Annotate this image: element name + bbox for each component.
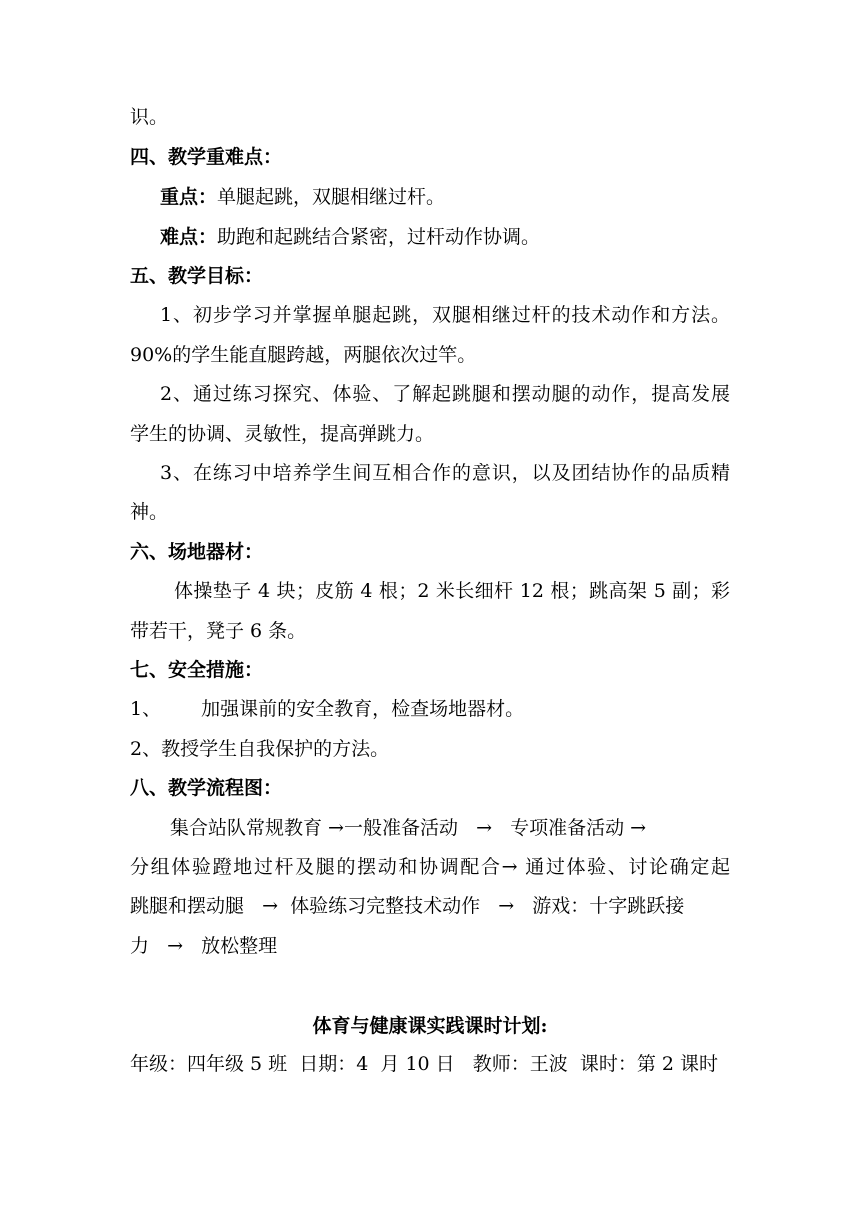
key-point — [160, 184, 760, 210]
difficulty-label: 难点： — [160, 226, 218, 248]
goal2-line2: 学生的协调、灵敏性，提高弹跳力。 — [130, 423, 435, 445]
goal1-line2: 90%的学生能直腿跨越，两腿依次过竿。 — [130, 344, 477, 366]
section6-heading: 六、场地器材： — [130, 541, 264, 563]
section8-heading: 八、教学流程图： — [130, 777, 283, 799]
goal2-line1: 2、通过练习探究、体验、了解起跳腿和摆动腿的动作，提高发展 — [160, 383, 730, 405]
difficulty-text: 助跑和起跳结合紧密，过杆动作协调。 — [217, 226, 541, 248]
goal1-line1: 1、初步学习并掌握单腿起跳，双腿相继过杆的技术动作和方法。 — [160, 304, 730, 326]
intro-tail: 识。 — [130, 106, 169, 128]
goal3-line2: 神。 — [130, 501, 169, 523]
section4-heading: 四、教学重难点： — [130, 146, 283, 168]
flow-line1: 集合站队常规教育 →一般准备活动 → 专项准备活动 → — [170, 817, 647, 839]
flow-line3: 跳腿和摆动腿 → 体验练习完整技术动作 → 游戏：十字跳跃接 — [130, 895, 685, 917]
key-point-label: 重点： — [160, 186, 218, 208]
safety-item-1-text: 加强课前的安全教育，检查场地器材。 — [201, 698, 525, 720]
equipment-line1: 体操垫子 4 块；皮筋 4 根；2 米长细杆 12 根；跳高架 5 副；彩 — [174, 580, 730, 602]
safety-item-1-num: 1、 — [130, 698, 162, 720]
flow-line2: 分组体验蹬地过杆及腿的摆动和协调配合→ 通过体验、讨论确定起 — [130, 856, 730, 878]
key-point-text: 单腿起跳，双腿相继过杆。 — [217, 186, 446, 208]
safety-item-1 — [130, 696, 730, 722]
flow-line4: 力 → 放松整理 — [130, 935, 278, 957]
plan-title: 体育与健康课实践课时计划: — [312, 1015, 548, 1037]
goal3-line1: 3、在练习中培养学生间互相合作的意识，以及团结协作的品质精 — [160, 462, 730, 484]
section7-heading: 七、安全措施： — [130, 659, 264, 681]
plan-info: 年级：四年级 5 班 日期：4 月 10 日 教师：王波 课时：第 2 课时 — [130, 1053, 719, 1075]
section5-heading: 五、教学目标： — [130, 265, 264, 287]
difficulty-point — [160, 224, 760, 250]
safety-item-2: 2、教授学生自我保护的方法。 — [130, 738, 390, 760]
equipment-line2: 带若干，凳子 6 条。 — [130, 620, 307, 642]
